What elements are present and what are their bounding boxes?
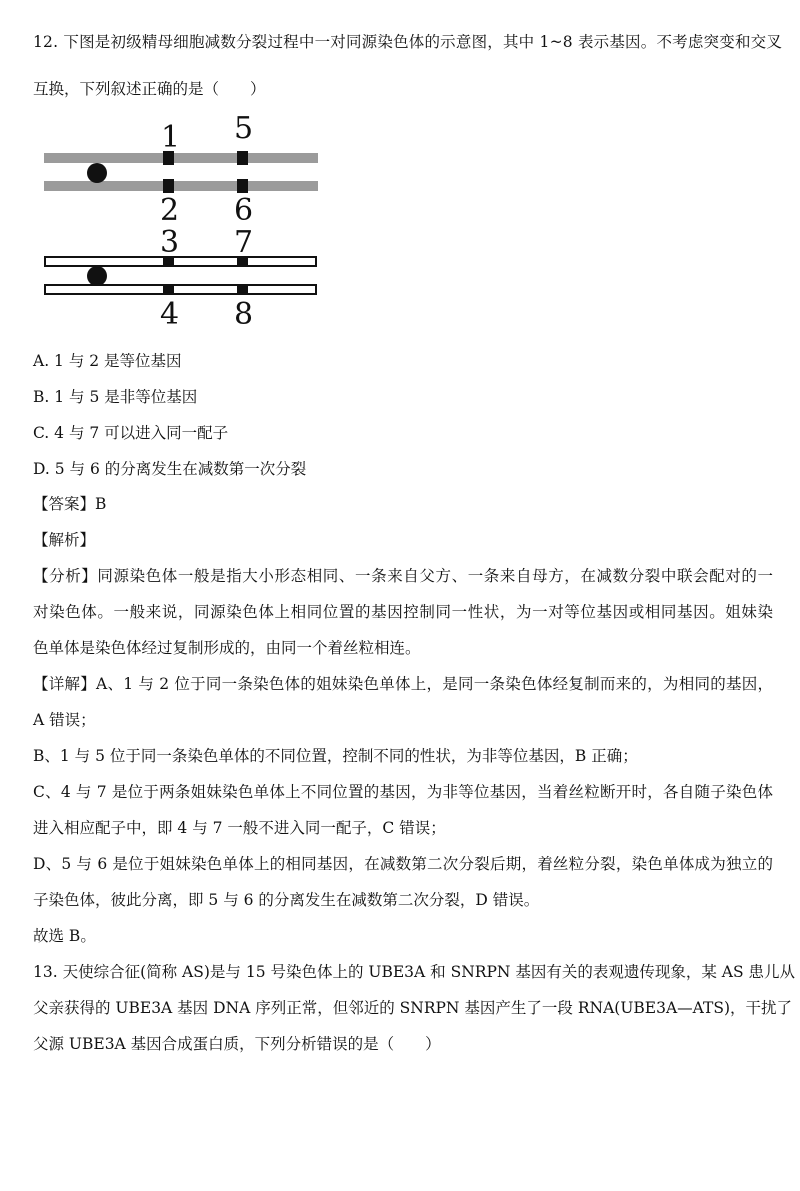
gene-label-7: 7 [234, 225, 254, 260]
gene-label-1: 1 [161, 120, 181, 155]
lower-chromatid-a [45, 257, 316, 266]
q12-option-a: A. 1 与 2 是等位基因 [33, 352, 182, 370]
gene-band-2 [163, 179, 174, 193]
q13-line-3: 父源 UBE3A 基因合成蛋白质，下列分析错误的是（ ） [33, 1035, 441, 1053]
gene-band-4 [163, 284, 174, 295]
gene-band-8 [237, 284, 248, 295]
homologous-chromosome-figure [36, 110, 322, 336]
detail-line-2: A 错误； [33, 711, 96, 729]
detail-line-1: 【详解】A、1 与 2 位于同一条染色体的姐妹染色单体上，是同一条染色体经复制而来的，为相同的基因， [33, 675, 773, 693]
q13-line-1: 13. 天使综合征(简称 AS)是与 15 号染色体上的 UBE3A 和 SNRPN 基因有关的表观遗传现象，某 AS 患儿从 [33, 963, 796, 981]
gene-label-5: 5 [234, 111, 254, 146]
gene-label-4: 4 [160, 297, 180, 332]
q13-line-2: 父亲获得的 UBE3A 基因 DNA 序列正常，但邻近的 SNRPN 基因产生了一段 RNA(UBE3A—ATS)，干扰了 [33, 999, 792, 1017]
detail-line-7: 子染色体，彼此分离，即 5 与 6 的分离发生在减数第二次分裂，D 错误。 [33, 891, 540, 909]
gene-label-6: 6 [234, 193, 254, 228]
gene-label-3: 3 [160, 225, 180, 260]
q12-stem-line-1: 12. 下图是初级精母细胞减数分裂过程中一对同源染色体的示意图，其中 1~8 表示基因。不考虑突变和交叉 [33, 33, 783, 51]
detail-line-8: 故选 B。 [33, 927, 96, 945]
lower-chromatid-b [45, 285, 316, 294]
detail-line-5: 进入相应配子中，即 4 与 7 一般不进入同一配子，C 错误； [33, 819, 446, 837]
gene-band-6 [237, 179, 248, 193]
detail-line-3: B、1 与 5 位于同一条染色单体的不同位置，控制不同的性状，为非等位基因，B 正确； [33, 747, 638, 765]
analysis-line-2: 对染色体。一般来说，同源染色体上相同位置的基因控制同一性状，为一对等位基因或相同基因。姐妹染 [33, 603, 773, 621]
analysis-line-3: 色单体是染色体经过复制形成的，由同一个着丝粒相连。 [33, 639, 421, 657]
upper-chromatid-a [44, 153, 318, 163]
upper-chromatid-b [44, 181, 318, 191]
gene-label-8: 8 [234, 297, 254, 332]
q12-answer: 【答案】B [33, 495, 107, 513]
detail-line-6: D、5 与 6 是位于姐妹染色单体上的相同基因，在减数第二次分裂后期，着丝粒分裂，染色单体成为独立的 [33, 855, 773, 873]
lower-centromere [87, 266, 107, 286]
q12-option-d: D. 5 与 6 的分离发生在减数第一次分裂 [33, 460, 307, 478]
gene-label-2: 2 [160, 193, 180, 228]
q12-option-c: C. 4 与 7 可以进入同一配子 [33, 424, 229, 442]
detail-line-4: C、4 与 7 是位于两条姐妹染色单体上不同位置的基因，为非等位基因，当着丝粒断开时，各自随子染色体 [33, 783, 773, 801]
q12-stem-line-2: 互换，下列叙述正确的是（ ） [33, 80, 266, 98]
upper-centromere [87, 163, 107, 183]
q12-option-b: B. 1 与 5 是非等位基因 [33, 388, 198, 406]
analysis-line-1: 【分析】同源染色体一般是指大小形态相同、一条来自父方、一条来自母方，在减数分裂中联会配对的一 [33, 567, 773, 585]
gene-band-5 [237, 151, 248, 165]
q12-analysis-heading: 【解析】 [33, 531, 96, 549]
